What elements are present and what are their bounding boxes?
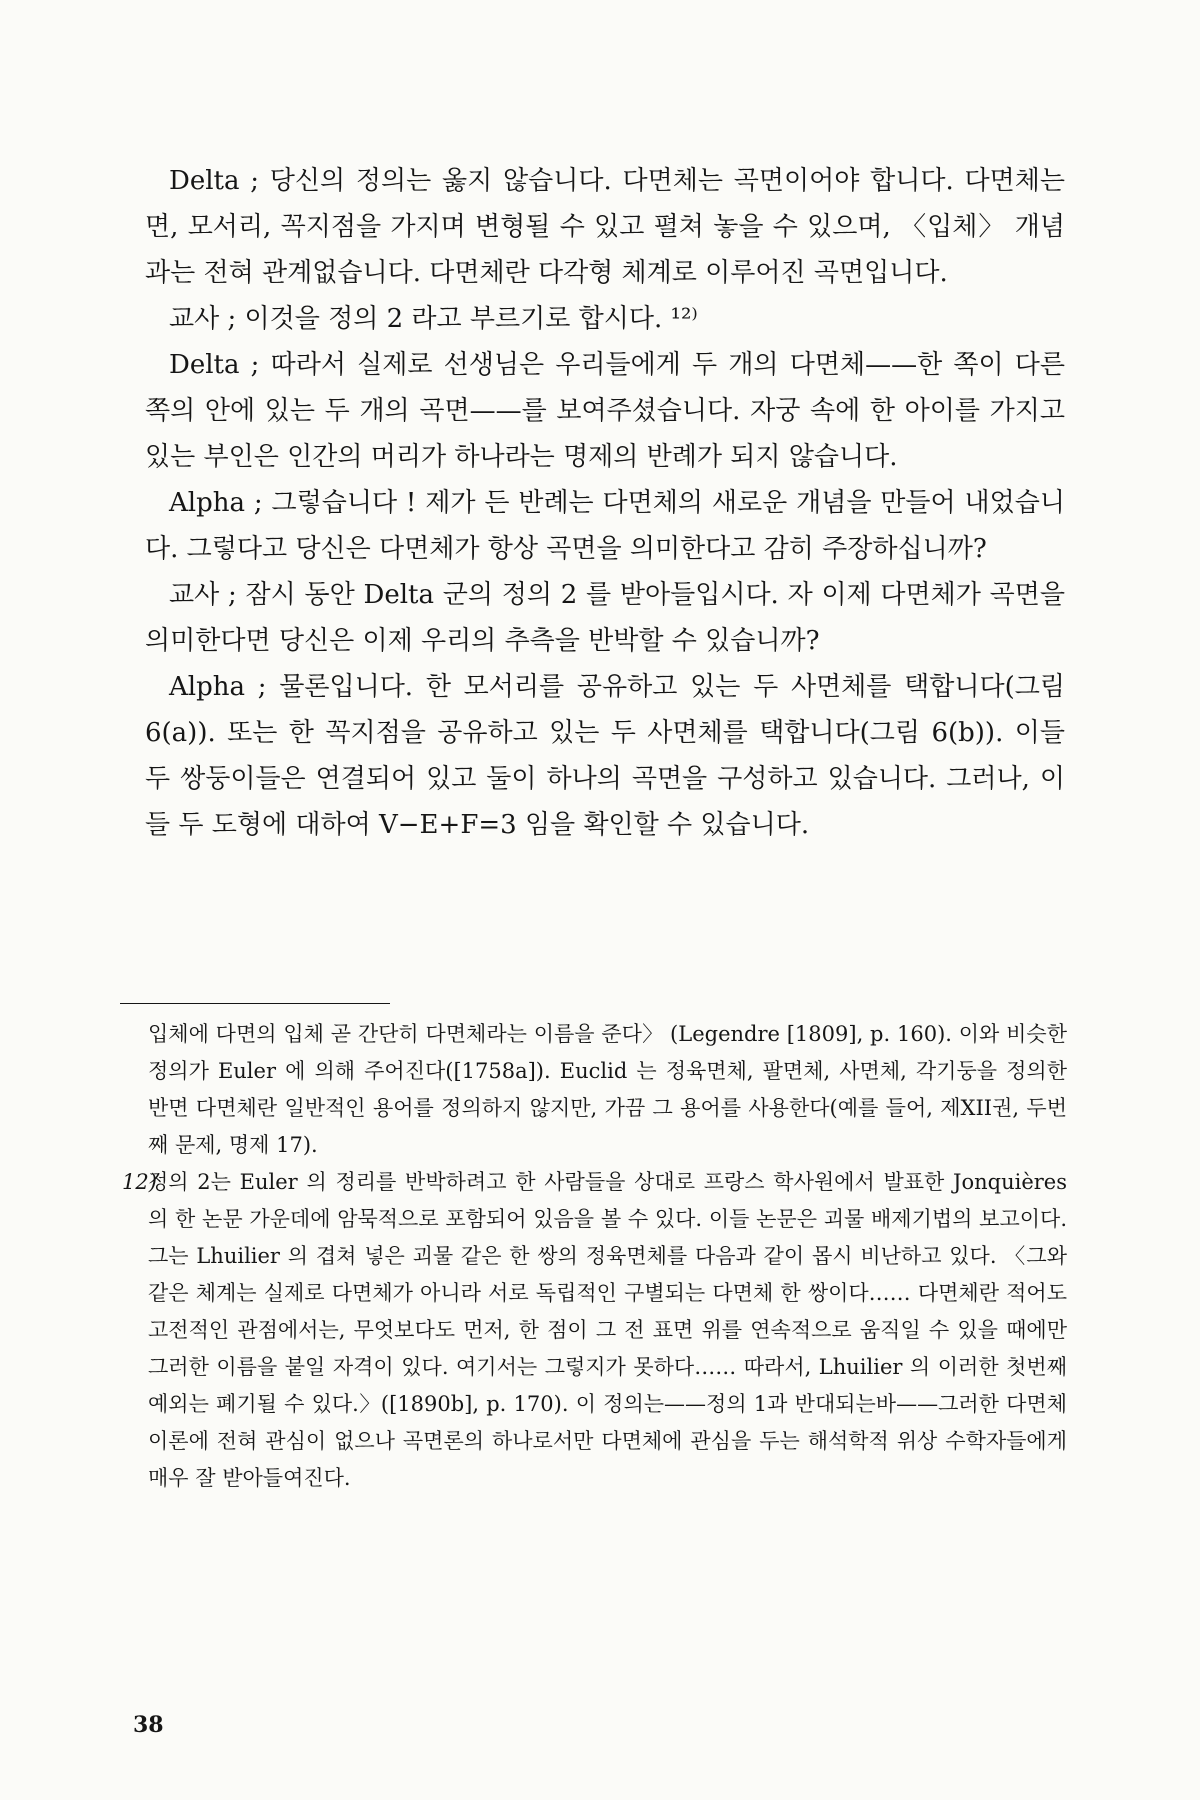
- footnote-text: 정의 2는 Euler 의 정리를 반박하려고 한 사람들을 상대로 프랑스 학사원에서 발표한 Jonquières 의 한 논문 가운데에 암묵적으로 포함되어 있음을 볼 수 있다. 이들 논문은 괴물 배제기법의 보고이다. 그는 Lhuilier 의 겹쳐 넣은 괴물 같은 한 쌍의 정육면체를 다음과 같이 몹시 비난하고 있다. 〈그와 같은 체계는 실제로 다면체가 아니라 서로 독립적인 구별되는 다면체 한 쌍이다…… 다면체란 적어도 고전적인 관점에서는, 무엇보다도 먼저, 한 점이 그 전 표면 위를 연속적으로 움직일 수 있을 때에만 그러한 이름을 붙일 자격이 있다. 여기서는 그렇지가 못하다…… 따라서, Lhuilier 의 이러한 첫번째 예외는 폐기될 수 있다.〉([1890b], p. 170). 이 정의는——정의 1과 반대되는바——그러한 다면체 이론에 전혀 관심이 없으나 곡면론의 하나로서만 다면체에 관심을 두는 해석학적 위상 수학자들에게 매우 잘 받아들여진다.: [148, 1170, 1067, 1490]
- paragraph: 교사 ; 잠시 동안 Delta 군의 정의 2 를 받아들입시다. 자 이제 다면체가 곡면을 의미한다면 당신은 이제 우리의 추측을 반박할 수 있습니까?: [145, 580, 1065, 656]
- footnote-12: [122, 1164, 1067, 1497]
- paragraph: Alpha ; 물론입니다. 한 모서리를 공유하고 있는 두 사면체를 택합니다(그림 6(a)). 또는 한 꼭지점을 공유하고 있는 두 사면체를 택합니다(그림 6(b)). 이들 두 쌍둥이들은 연결되어 있고 둘이 하나의 곡면을 구성하고 있습니다. 그러나, 이들 두 도형에 대하여 V−E+F=3 임을 확인할 수 있습니다.: [145, 672, 1065, 840]
- main-text: [145, 158, 1065, 848]
- paragraph: Delta ; 따라서 실제로 선생님은 우리들에게 두 개의 다면체——한 쪽이 다른 쪽의 안에 있는 두 개의 곡면——를 보여주셨습니다. 자궁 속에 한 아이를 가지고 있는 부인은 인간의 머리가 하나라는 명제의 반례가 되지 않습니다.: [145, 350, 1065, 472]
- footnotes: [122, 1016, 1067, 1497]
- footnote-divider: [120, 1003, 390, 1004]
- paragraph: Delta ; 당신의 정의는 옳지 않습니다. 다면체는 곡면이어야 합니다. 다면체는 면, 모서리, 꼭지점을 가지며 변형될 수 있고 펼쳐 놓을 수 있으며, 〈입체〉 개념과는 전혀 관계없습니다. 다면체란 다각형 체계로 이루어진 곡면입니다.: [145, 166, 1065, 288]
- footnote-number: 12): [122, 1170, 157, 1194]
- paragraph: 교사 ; 이것을 정의 2 라고 부르기로 합시다. ¹²⁾: [169, 304, 698, 334]
- footnote-continued: 입체에 다면의 입체 곧 간단히 다면체라는 이름을 준다〉 (Legendre [1809], p. 160). 이와 비슷한 정의가 Euler 에 의해 주어진다([1758a]). Euclid 는 정육면체, 팔면체, 사면체, 각기둥을 정의한 반면 다면체란 일반적인 용어를 정의하지 않지만, 가끔 그 용어를 사용한다(예를 들어, 제XII권, 두번째 문제, 명제 17).: [148, 1022, 1067, 1157]
- paragraph: Alpha ; 그렇습니다 ! 제가 든 반례는 다면체의 새로운 개념을 만들어 내었습니다. 그렇다고 당신은 다면체가 항상 곡면을 의미한다고 감히 주장하십니까?: [145, 488, 1065, 564]
- page-number: 38: [133, 1712, 164, 1738]
